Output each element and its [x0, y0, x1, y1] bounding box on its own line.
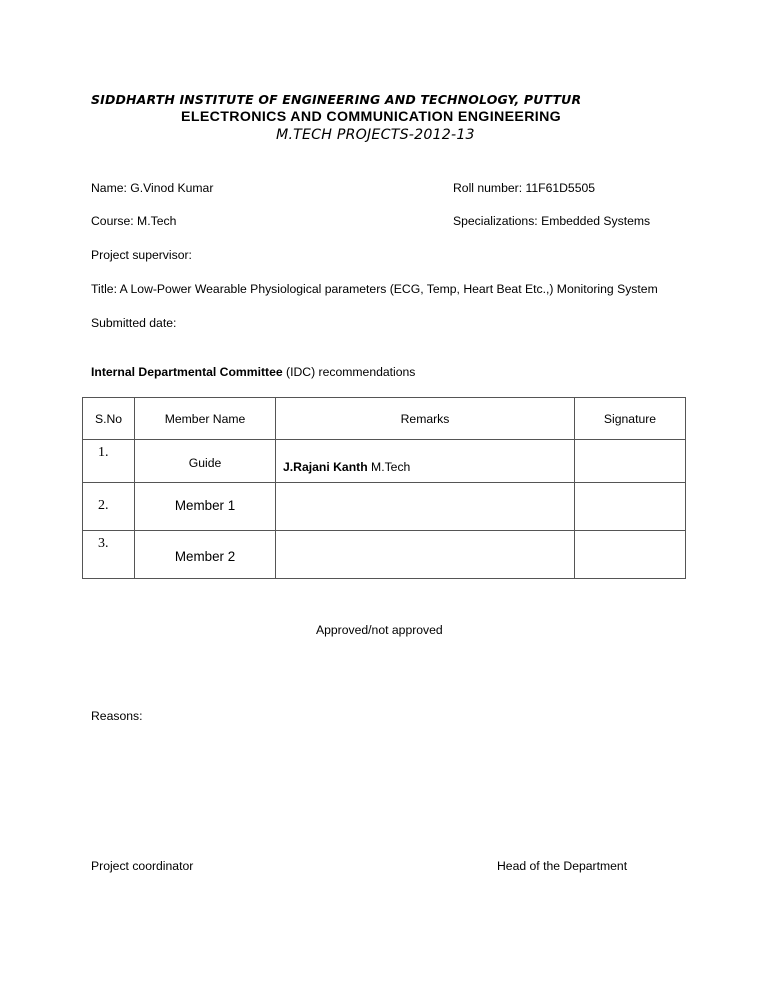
student-name: Name: G.Vinod Kumar	[91, 181, 214, 195]
row-sno-cell	[83, 440, 135, 483]
row-sno: 3.	[98, 536, 109, 551]
row-member: Member 2	[174, 549, 236, 564]
row-remarks	[283, 460, 410, 474]
project-title: Title: A Low-Power Wearable Physiological parameters (ECG, Temp, Heart Beat Etc.,) Monitoring System	[91, 282, 658, 296]
approval-status: Approved/not approved	[316, 623, 443, 637]
row-member: Guide	[188, 456, 222, 470]
row-signature-cell	[575, 440, 686, 483]
table-row	[83, 531, 686, 579]
project-supervisor: Project supervisor:	[91, 248, 192, 262]
row-remarks-cell	[276, 531, 575, 579]
row-signature-cell	[575, 531, 686, 579]
row-sno-cell	[83, 483, 135, 531]
header-sno: S.No	[83, 398, 135, 440]
committee-heading	[91, 365, 415, 379]
submitted-date: Submitted date:	[91, 316, 177, 330]
committee-heading-bold: Internal Departmental Committee	[91, 365, 283, 379]
table-row	[83, 440, 686, 483]
row-member-cell	[135, 483, 276, 531]
row-signature-cell	[575, 483, 686, 531]
specializations: Specializations: Embedded Systems	[453, 214, 651, 228]
project-coordinator: Project coordinator	[91, 859, 194, 873]
header-signature: Signature	[575, 398, 686, 440]
row-remarks-cell	[276, 483, 575, 531]
header-remarks: Remarks	[276, 398, 575, 440]
committee-heading-rest: (IDC) recommendations	[282, 365, 416, 379]
header-member-name: Member Name	[135, 398, 276, 440]
row-remarks-rest: M.Tech	[367, 460, 411, 474]
table-header-row	[83, 398, 686, 440]
row-remarks-cell	[276, 440, 575, 483]
row-sno: 1.	[98, 445, 109, 460]
row-member: Member 1	[174, 498, 236, 513]
row-member-cell	[135, 531, 276, 579]
department-title: ELECTRONICS AND COMMUNICATION ENGINEERING	[181, 109, 562, 125]
table-row	[83, 483, 686, 531]
reasons-label: Reasons:	[91, 709, 143, 723]
institute-title: SIDDHARTH INSTITUTE OF ENGINEERING AND TECHNOLOGY, PUTTUR	[91, 92, 582, 107]
row-member-cell	[135, 440, 276, 483]
course: Course: M.Tech	[91, 214, 177, 228]
row-remarks-bold: J.Rajani Kanth	[283, 460, 368, 474]
programme-title: M.TECH PROJECTS-2012-13	[276, 127, 475, 143]
roll-number: Roll number: 11F61D5505	[453, 181, 596, 195]
row-sno: 2.	[98, 498, 109, 513]
head-of-department: Head of the Department	[497, 859, 628, 873]
row-sno-cell	[83, 531, 135, 579]
idc-table	[82, 397, 686, 579]
